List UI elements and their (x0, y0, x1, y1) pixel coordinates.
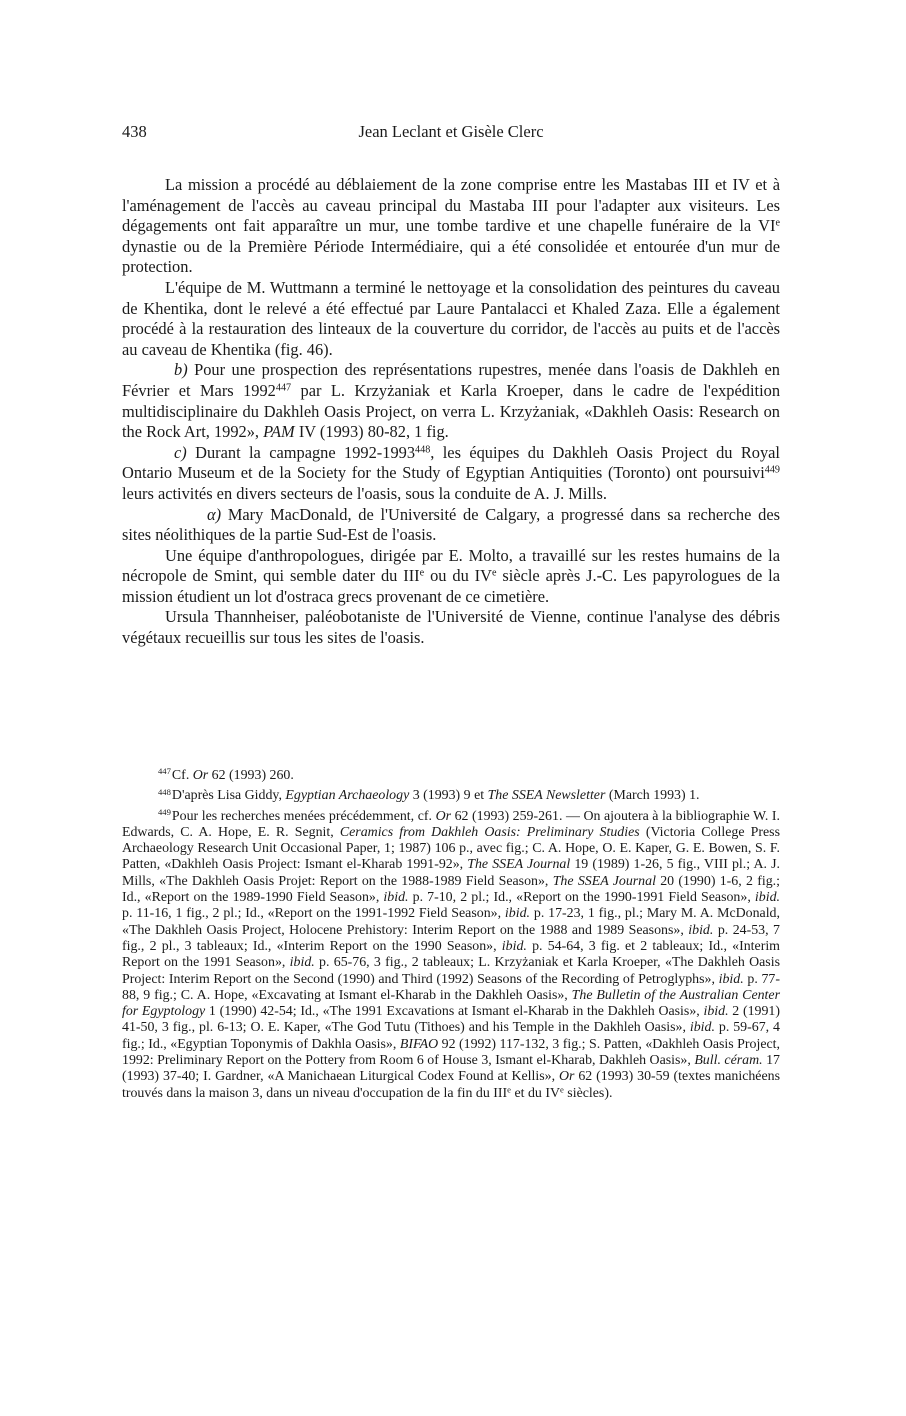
footnote-ref[interactable]: 448 (415, 444, 431, 456)
paragraph-khentika: L'équipe de M. Wuttmann a terminé le nettoyage et la consolidation des peintures du caveau de Khentika, dont le relevé a été effectué par Laure Pantalacci et Khaled Zaza. Elle a également procédé à la restauration des linteaux de la couverture du corridor, de l'accès au puits et de l'accès au caveau de Khentika (fig. 46). (122, 277, 780, 359)
body-text (122, 175, 780, 649)
paragraph-macdonald: α) Mary MacDonald, de l'Université de Calgary, a progressé dans sa recherche des sites néolithiques de la partie Sud-Est de l'oasis. (122, 504, 780, 545)
running-head (122, 122, 780, 144)
footnote-number: 447 (158, 766, 171, 777)
footnote-447: $^{447}$Cf. Or 62 (1993) 260. (158, 766, 294, 783)
paragraph-mastabas: La mission a procédé au déblaiement de la zone comprise entre les Mastabas III et IV et à l'aménagement de l'accès au caveau principal du Mastaba III pour l'adapter aux visiteurs. Les dégagements ont fait apparaître un mur, une tombe tardive et une chapelle funéraire de la VIe dynastie ou de la Première Période Intermédiaire, qui a été consolidée et entourée d'un mur de protection. (122, 175, 780, 277)
footnote-number: 449 (158, 806, 171, 817)
paragraph-thannheiser: Ursula Thannheiser, paléobotaniste de l'Université de Vienne, continue l'analyse des débris végétaux recueillis sur tous les sites de l'oasis. (122, 607, 780, 648)
page-number: 438 (122, 122, 147, 141)
footnote-448: $^{448}$D'après Lisa Giddy, Egyptian Archaeology 3 (1993) 9 et The SSEA Newsletter (March 1993) 1. (158, 786, 700, 804)
footnote-449: $^{449}$Pour les recherches menées précédemment, cf. Or 62 (1993) 259-261. — On ajoutera à la bibliographie W. I. Edwards, C. A. Hope, E. R. Segnit, Ceramics from Dakhleh Oasis: Preliminary Studies (Victoria College Press Archaeology Research Unit Occasional Paper, 1; 1987) 106 p., avec fig.; C. A. Hope, O. E. Kaper, G. E. Bowen, S. F. Patten, «Dakhleh Oasis Project: Ismant el-Kharab 1991-92», The SSEA Journal 19 (1989) 1-26, 5 fig., VIII pl.; A. J. Mills, «The Dakhleh Oasis Projet: Report on the 1988-1989 Field Season», The SSEA Journal 20 (1990) 1-6, 2 fig.; Id., «Report on the 1989-1990 Field Season», ibid. p. 7-10, 2 pl.; Id., «Report on the 1990-1991 Field Season», ibid. p. 11-16, 1 fig., 2 pl.; Id., «Report on the 1991-1992 Field Season», ibid. p. 17-23, 1 fig., pl.; Mary M. A. McDonald, «The Dakhleh Oasis Project, Holocene Prehistory: Interim Report on the 1988 and 1989 Seasons», ibid. p. 24-53, 7 fig., 2 pl., 3 tableaux; Id., «Interim Report on the 1990 Season», ibid. p. 54-64, 3 fig. et 2 tableaux; Id., «Interim Report on the 1991 Season», ibid. p. 65-76, 3 fig., 2 tableaux; L. Krzyżaniak et Karla Kroeper, «The Dakhleh Oasis Project: Interim Report on the Second (1990) and Third (1992) Seasons of the Recording of Petroglyphs», ibid. p. 77-88, 9 fig.; C. A. Hope, «Excavating at Ismant el-Kharab in the Dakhleh Oasis», The Bulletin of the Australian Center for Egyptology 1 (1990) 42-54; Id., «The 1991 Excavations at Ismant el-Kharab in the Dakhleh Oasis», ibid. 2 (1991) 41-50, 3 fig., pl. 6-13; O. E. Kaper, «The God Tutu (Tithoes) and his Temple in the Dakhleh Oasis», ibid. p. 59-67, 4 fig.; Id., «Egyptian Toponymis of Dakhla Oasis», BIFAO 92 (1992) 117-132, 3 fig.; S. Patten, «Dakhleh Oasis Project, 1992: Preliminary Report on the Pottery from Room 6 of House 3, Ismant el-Kharab, Dakhleh Oasis», Bull. céram. 17 (1993) 37-40; I. Gardner, «A Manichaean Liturgical Codex Found at Kellis», Or 62 (1993) 30-59 (textes manichéens trouvés dans la maison 3, dans un niveau d'occupation de la fin du IIIe et du IVe siècles). (122, 806, 781, 1101)
paragraph-rock-art: b) Pour une prospection des représentations rupestres, menée dans l'oasis de Dakhleh en Février et Mars 1992$^{447}$ par L. Krzyżaniak et Karla Kroeper, dans le cadre de l'expédition multidisciplinaire du Dakhleh Oasis Project, on verra L. Krzyżaniak, «Dakhleh Oasis: Research on the Rock Art, 1992», PAM IV (1993) 80-82, 1 fig. (122, 360, 781, 442)
paragraph-campaign: c) Durant la campagne 1992-1993$^{448}$, les équipes du Dakhleh Oasis Project du Royal Ontario Museum et de la Society for the Study of Egyptian Antiquities (Toronto) ont poursuivi$^{449}$ leurs activités en divers secteurs de l'oasis, sous la conduite de A. J. Mills. (122, 442, 780, 503)
running-title: Jean Leclant et Gisèle Clerc (358, 122, 544, 141)
footnote-number: 448 (158, 786, 171, 797)
paragraph-anthropologists: Une équipe d'anthropologues, dirigée par E. Molto, a travaillé sur les restes humains de la nécropole de Smint, qui semble dater du IIIe ou du IVe siècle après J.-C. Les papyrologues de la mission étudient un lot d'ostraca grecs provenant de ce cimetière. (122, 545, 780, 606)
footnote-ref[interactable]: 447 (275, 382, 292, 394)
footnotes (122, 768, 780, 1106)
footnote-ref[interactable]: 449 (764, 464, 780, 476)
